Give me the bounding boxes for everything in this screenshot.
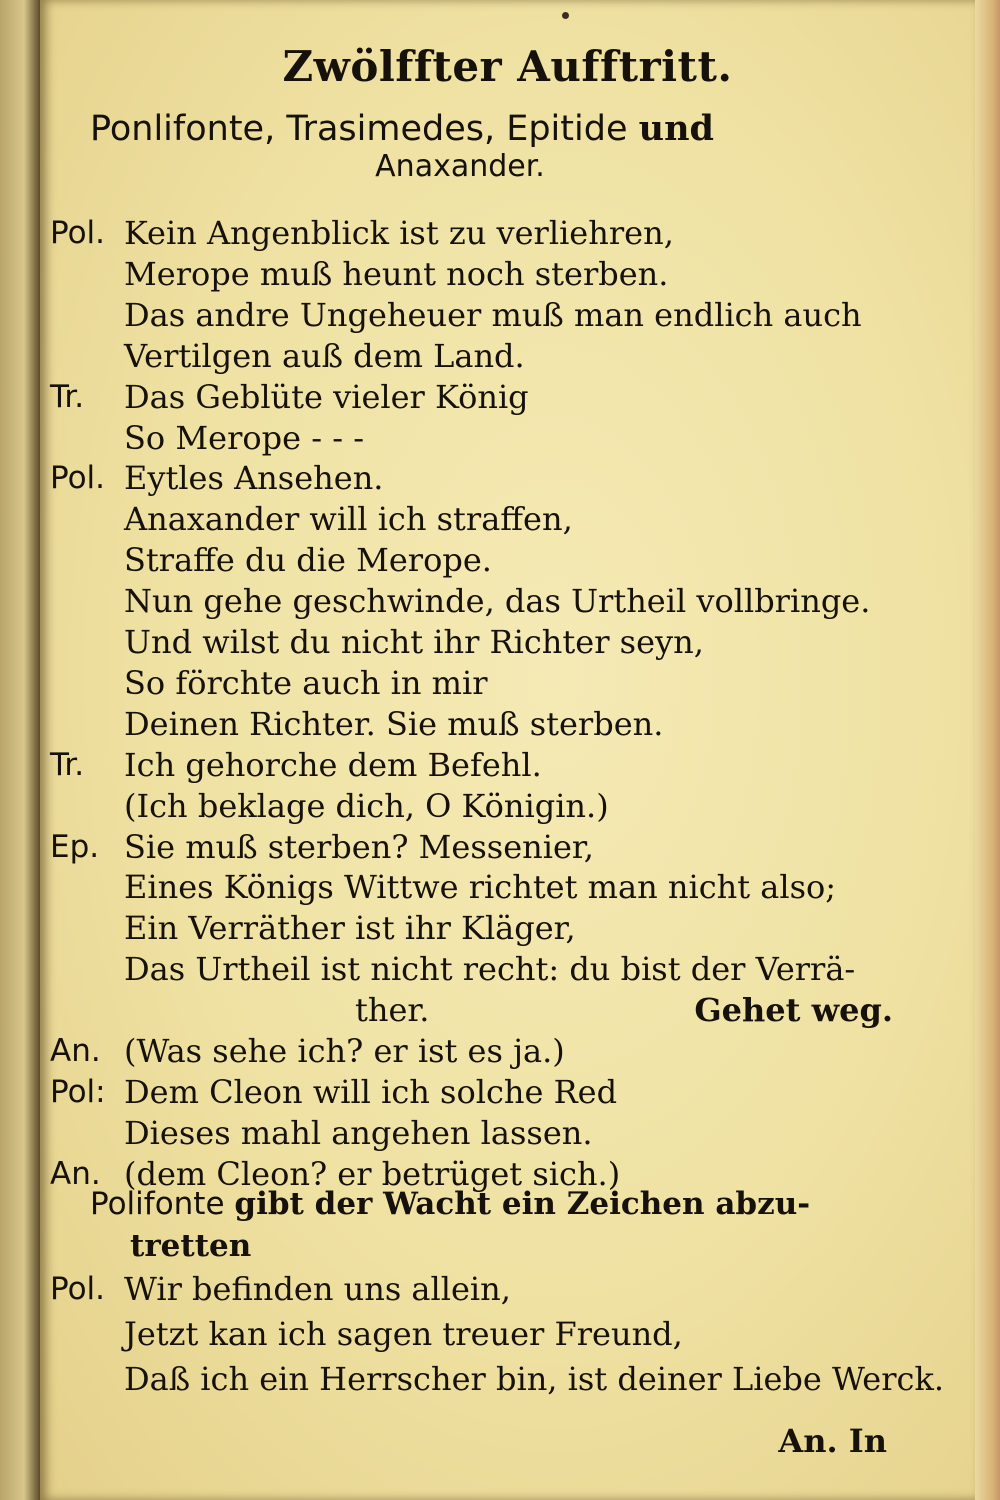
persons-last: Anaxander. (375, 149, 545, 184)
dialogue-line (40, 1030, 975, 1072)
verse-text: Jetzt kan ich sagen treuer Freund, (124, 1315, 683, 1353)
dialogue-line (40, 498, 975, 540)
persons-line (90, 108, 870, 150)
dialogue-line (40, 580, 975, 622)
scene-heading: Zwölffter Aufftritt. (282, 42, 733, 91)
verse-text: Anaxander will ich straffen, (124, 500, 573, 539)
dialogue-line (40, 1071, 975, 1113)
verse-text: Das Urtheil ist nicht recht: du bist der Verrä- (124, 950, 856, 989)
verse-text: Ein Verräther ist ihr Kläger, (124, 909, 576, 948)
verse-text: Straffe du die Merope. (124, 541, 492, 580)
verse-text: Das Geblüte vieler König (124, 377, 529, 416)
dialogue-line (40, 294, 975, 336)
verse-text: Vertilgen auß dem Land. (124, 336, 525, 375)
dialogue-line (40, 785, 975, 827)
dialogue-line (40, 662, 975, 704)
dialogue-line (40, 703, 975, 745)
dialogue-line (40, 1313, 975, 1355)
dialogue-line (40, 866, 975, 908)
speaker-label: An. (50, 1033, 101, 1069)
verse-text: Dieses mahl angehen lassen. (124, 1113, 593, 1152)
dramatis-personae (90, 108, 870, 184)
verse-text: Nun gehe geschwinde, das Urtheil vollbringe. (124, 582, 871, 621)
facing-page-edge (0, 0, 40, 1500)
speaker-label: Pol. (50, 1271, 106, 1307)
direction-text: gibt der Wacht ein Zeichen abzu- (234, 1186, 811, 1222)
verse-text: Sie muß sterben? Messenier, (124, 827, 594, 866)
verse-text: So Merope - - - (124, 418, 364, 457)
dialogue-line (40, 376, 975, 418)
stage-direction (90, 1183, 910, 1267)
dialogue-line (40, 539, 975, 581)
page-fore-edge (975, 0, 1000, 1500)
verse-text: Ich gehorche dem Befehl. (124, 745, 542, 784)
verse-text: Und wilst du nicht ihr Richter seyn, (124, 623, 704, 661)
verse-text: Eines Königs Wittwe richtet man nicht also; (124, 868, 837, 907)
verse-text: (dem Cleon? er betrüget sich.) (124, 1154, 621, 1193)
dialogue-line (40, 335, 975, 377)
verse-text: Dem Cleon will ich solche Red (124, 1072, 618, 1111)
speaker-label: Tr. (50, 746, 85, 783)
speaker-label: Ep. (50, 828, 100, 865)
verse-text: Wir befinden uns allein, (124, 1270, 511, 1308)
verse-text: Merope muß heunt noch sterben. (124, 254, 669, 293)
dialogue-line (40, 907, 975, 949)
verse-text: Kein Angenblick ist zu verliehren, (124, 214, 674, 252)
dialogue-line (40, 1112, 975, 1154)
direction-name: Polifonte (90, 1186, 225, 1222)
dialogue-line (40, 457, 975, 499)
persons-conjunction: und (638, 108, 714, 149)
speaker-label: Pol. (50, 215, 106, 251)
dialogue-line (40, 948, 975, 990)
stage-aside: Gehet weg. (694, 991, 893, 1030)
direction-continuation: tretten (130, 1228, 252, 1264)
dialogue-line (40, 1358, 975, 1400)
verse-text: Eytles Ansehen. (124, 459, 384, 498)
speaker-label: Tr. (50, 378, 85, 415)
dialogue-line (40, 989, 975, 1031)
dialogue-line (40, 212, 975, 254)
verse-text: Daß ich ein Herrscher bin, ist deiner Liebe Werck. (124, 1360, 945, 1398)
speaker-label: Pol: (50, 1073, 106, 1110)
dialogue-line (40, 417, 975, 459)
dialogue-line (40, 826, 975, 868)
dialogue-line (40, 621, 975, 663)
dialogue-line (40, 744, 975, 786)
persons-names: Ponlifonte, Trasimedes, Epitide (90, 109, 628, 149)
verse-text: (Was sehe ich? er ist es ja.) (124, 1032, 565, 1070)
verse-text: ther. (355, 991, 430, 1030)
dialogue-line (40, 1268, 975, 1310)
ink-speck (562, 12, 569, 19)
verse-text: Das andre Ungeheuer muß man endlich auch (124, 295, 862, 334)
dialogue-line (40, 253, 975, 295)
catchword: An. In (778, 1422, 887, 1460)
verse-text: (Ich beklage dich, O Königin.) (124, 786, 609, 825)
book-page (40, 0, 975, 1500)
verse-text: So förchte auch in mir (124, 663, 488, 702)
verse-text: Deinen Richter. Sie muß sterben. (124, 704, 664, 743)
speaker-label: Pol. (50, 460, 106, 497)
speaker-label: An. (50, 1155, 101, 1192)
